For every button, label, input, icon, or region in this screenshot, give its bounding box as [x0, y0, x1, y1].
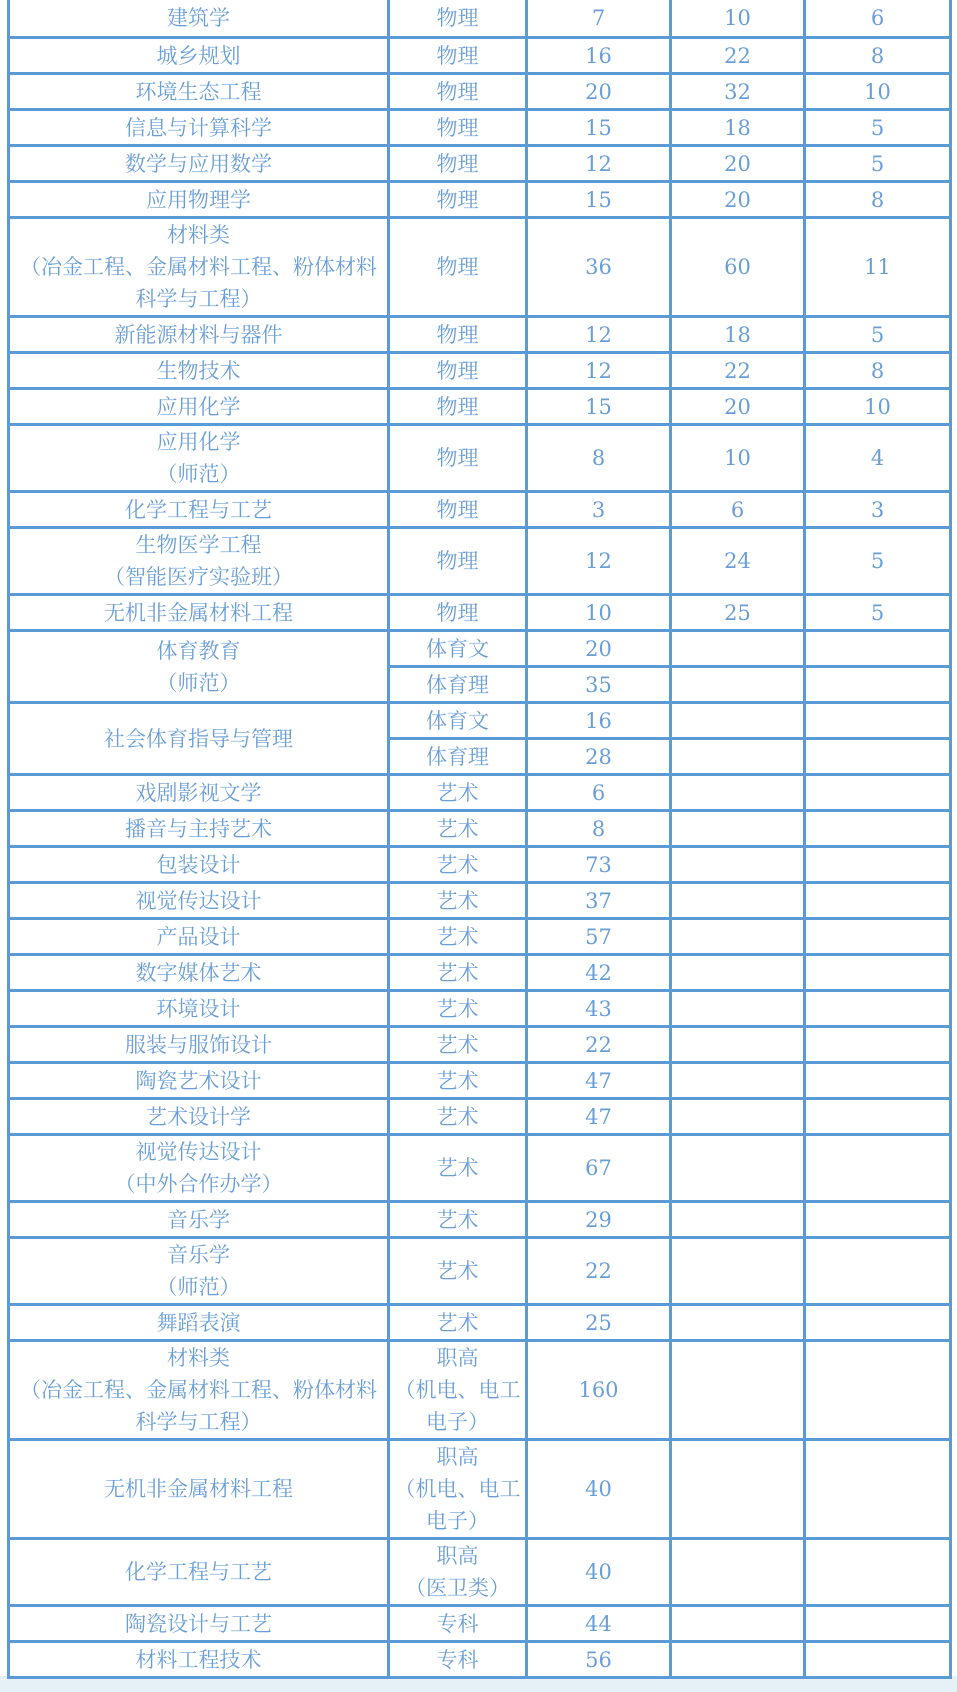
quota-cell: 25	[527, 1305, 671, 1341]
quota-cell: 15	[527, 389, 671, 425]
major-cell: 化学工程与工艺	[9, 492, 389, 528]
table-row	[9, 317, 951, 353]
quota-cell: 40	[527, 1440, 671, 1539]
subject-cell: 职高 （机电、电工电子）	[389, 1341, 527, 1440]
value-cell-c	[805, 667, 951, 703]
table-row	[9, 1202, 951, 1238]
quota-cell: 57	[527, 919, 671, 955]
subject-cell: 体育文	[389, 703, 527, 739]
major-cell: 包装设计	[9, 847, 389, 883]
major-cell: 城乡规划	[9, 38, 389, 74]
major-cell: 陶瓷设计与工艺	[9, 1606, 389, 1642]
major-cell: 服装与服饰设计	[9, 1027, 389, 1063]
table-row	[9, 492, 951, 528]
value-cell-c	[805, 847, 951, 883]
value-cell-c	[805, 955, 951, 991]
subject-cell: 物理	[389, 528, 527, 595]
quota-cell: 37	[527, 883, 671, 919]
major-cell: 艺术设计学	[9, 1099, 389, 1135]
value-cell-b	[671, 775, 805, 811]
table-row	[9, 955, 951, 991]
value-cell-b: 6	[671, 492, 805, 528]
value-cell-c	[805, 1202, 951, 1238]
table-row	[9, 1440, 951, 1539]
value-cell-b: 60	[671, 218, 805, 317]
major-cell: 应用化学 （师范）	[9, 425, 389, 492]
value-cell-b	[671, 1063, 805, 1099]
table-row	[9, 38, 951, 74]
major-cell: 社会体育指导与管理	[9, 703, 389, 775]
major-cell: 视觉传达设计 （中外合作办学）	[9, 1135, 389, 1202]
major-cell: 材料工程技术	[9, 1642, 389, 1678]
value-cell-b	[671, 1606, 805, 1642]
quota-cell: 56	[527, 1642, 671, 1678]
quota-cell: 6	[527, 775, 671, 811]
quota-cell: 16	[527, 38, 671, 74]
major-cell: 信息与计算科学	[9, 110, 389, 146]
subject-cell: 物理	[389, 182, 527, 218]
subject-cell: 职高 （医卫类）	[389, 1539, 527, 1606]
quota-cell: 47	[527, 1099, 671, 1135]
major-cell: 化学工程与工艺	[9, 1539, 389, 1606]
major-cell: 生物医学工程 （智能医疗实验班）	[9, 528, 389, 595]
value-cell-c	[805, 1341, 951, 1440]
value-cell-c: 10	[805, 389, 951, 425]
major-cell: 戏剧影视文学	[9, 775, 389, 811]
value-cell-b: 25	[671, 595, 805, 631]
major-cell: 环境生态工程	[9, 74, 389, 110]
value-cell-b	[671, 1238, 805, 1305]
value-cell-c	[805, 991, 951, 1027]
quota-cell: 35	[527, 667, 671, 703]
value-cell-c: 5	[805, 317, 951, 353]
table-row	[9, 74, 951, 110]
subject-cell: 物理	[389, 425, 527, 492]
table-row	[9, 1238, 951, 1305]
quota-cell: 36	[527, 218, 671, 317]
table-row	[9, 1606, 951, 1642]
major-cell: 建筑学	[9, 0, 389, 38]
value-cell-c: 5	[805, 110, 951, 146]
value-cell-b: 20	[671, 182, 805, 218]
table-row	[9, 1341, 951, 1440]
value-cell-b	[671, 631, 805, 667]
table-row	[9, 775, 951, 811]
subject-cell: 物理	[389, 317, 527, 353]
value-cell-c	[805, 1099, 951, 1135]
value-cell-c: 5	[805, 146, 951, 182]
value-cell-c	[805, 631, 951, 667]
subject-cell: 艺术	[389, 775, 527, 811]
table-row	[9, 595, 951, 631]
subject-cell: 物理	[389, 389, 527, 425]
subject-cell: 物理	[389, 595, 527, 631]
value-cell-c	[805, 919, 951, 955]
table-row	[9, 182, 951, 218]
major-cell: 视觉传达设计	[9, 883, 389, 919]
value-cell-b	[671, 1539, 805, 1606]
value-cell-c	[805, 811, 951, 847]
quota-cell: 15	[527, 182, 671, 218]
value-cell-c: 3	[805, 492, 951, 528]
quota-cell: 12	[527, 146, 671, 182]
value-cell-b: 18	[671, 317, 805, 353]
major-cell: 舞蹈表演	[9, 1305, 389, 1341]
value-cell-b	[671, 1135, 805, 1202]
subject-cell: 艺术	[389, 991, 527, 1027]
quota-cell: 42	[527, 955, 671, 991]
value-cell-c	[805, 739, 951, 775]
major-cell: 音乐学	[9, 1202, 389, 1238]
table-row	[9, 0, 951, 38]
major-cell: 新能源材料与器件	[9, 317, 389, 353]
value-cell-c	[805, 1027, 951, 1063]
subject-cell: 艺术	[389, 1099, 527, 1135]
value-cell-b	[671, 991, 805, 1027]
table-row	[9, 389, 951, 425]
subject-cell: 艺术	[389, 1202, 527, 1238]
enrollment-table	[7, 0, 952, 1679]
value-cell-b	[671, 1202, 805, 1238]
quota-cell: 22	[527, 1238, 671, 1305]
major-cell: 应用物理学	[9, 182, 389, 218]
quota-cell: 3	[527, 492, 671, 528]
value-cell-b	[671, 1440, 805, 1539]
subject-cell: 物理	[389, 353, 527, 389]
value-cell-c: 8	[805, 38, 951, 74]
subject-cell: 物理	[389, 110, 527, 146]
quota-cell: 29	[527, 1202, 671, 1238]
table-body	[9, 0, 951, 1678]
value-cell-b: 22	[671, 38, 805, 74]
quota-cell: 12	[527, 353, 671, 389]
subject-cell: 艺术	[389, 955, 527, 991]
subject-cell: 艺术	[389, 811, 527, 847]
quota-cell: 28	[527, 739, 671, 775]
value-cell-b: 24	[671, 528, 805, 595]
major-cell: 环境设计	[9, 991, 389, 1027]
major-cell: 生物技术	[9, 353, 389, 389]
subject-cell: 物理	[389, 0, 527, 38]
table-row	[9, 1305, 951, 1341]
quota-cell: 10	[527, 595, 671, 631]
value-cell-b	[671, 667, 805, 703]
value-cell-c	[805, 703, 951, 739]
quota-cell: 40	[527, 1539, 671, 1606]
table-row	[9, 847, 951, 883]
quota-cell: 12	[527, 317, 671, 353]
subject-cell: 艺术	[389, 1135, 527, 1202]
value-cell-b: 20	[671, 389, 805, 425]
value-cell-c: 5	[805, 595, 951, 631]
value-cell-b	[671, 1341, 805, 1440]
subject-cell: 物理	[389, 38, 527, 74]
quota-cell: 12	[527, 528, 671, 595]
value-cell-c: 6	[805, 0, 951, 38]
major-cell: 无机非金属材料工程	[9, 595, 389, 631]
value-cell-b: 20	[671, 146, 805, 182]
value-cell-c	[805, 1305, 951, 1341]
value-cell-b: 22	[671, 353, 805, 389]
table-row	[9, 1027, 951, 1063]
quota-cell: 73	[527, 847, 671, 883]
subject-cell: 艺术	[389, 919, 527, 955]
subject-cell: 物理	[389, 492, 527, 528]
table-row	[9, 218, 951, 317]
value-cell-b: 10	[671, 425, 805, 492]
quota-cell: 8	[527, 811, 671, 847]
major-cell: 音乐学 （师范）	[9, 1238, 389, 1305]
quota-cell: 7	[527, 0, 671, 38]
value-cell-c	[805, 1606, 951, 1642]
value-cell-b: 10	[671, 0, 805, 38]
value-cell-b	[671, 1642, 805, 1678]
table-row	[9, 703, 951, 739]
quota-cell: 22	[527, 1027, 671, 1063]
subject-cell: 职高 （机电、电工电子）	[389, 1440, 527, 1539]
subject-cell: 体育文	[389, 631, 527, 667]
table-row	[9, 146, 951, 182]
subject-cell: 艺术	[389, 883, 527, 919]
value-cell-c	[805, 1440, 951, 1539]
table-row	[9, 1099, 951, 1135]
quota-cell: 15	[527, 110, 671, 146]
value-cell-b	[671, 811, 805, 847]
value-cell-c	[805, 775, 951, 811]
value-cell-b	[671, 955, 805, 991]
quota-cell: 160	[527, 1341, 671, 1440]
major-cell: 材料类 （冶金工程、金属材料工程、粉体材料科学与工程）	[9, 218, 389, 317]
subject-cell: 艺术	[389, 1305, 527, 1341]
table-row	[9, 353, 951, 389]
value-cell-b	[671, 703, 805, 739]
value-cell-c: 8	[805, 353, 951, 389]
value-cell-b	[671, 847, 805, 883]
subject-cell: 专科	[389, 1606, 527, 1642]
table-row	[9, 1063, 951, 1099]
value-cell-c	[805, 1238, 951, 1305]
value-cell-c: 11	[805, 218, 951, 317]
value-cell-b	[671, 1305, 805, 1341]
value-cell-b	[671, 919, 805, 955]
subject-cell: 艺术	[389, 1063, 527, 1099]
major-cell: 材料类 （冶金工程、金属材料工程、粉体材料科学与工程）	[9, 1341, 389, 1440]
value-cell-c	[805, 1642, 951, 1678]
quota-cell: 20	[527, 74, 671, 110]
value-cell-c	[805, 1539, 951, 1606]
major-cell: 数学与应用数学	[9, 146, 389, 182]
value-cell-b	[671, 1027, 805, 1063]
quota-cell: 8	[527, 425, 671, 492]
quota-cell: 67	[527, 1135, 671, 1202]
table-row	[9, 919, 951, 955]
subject-cell: 艺术	[389, 1238, 527, 1305]
table-row	[9, 110, 951, 146]
table-row	[9, 811, 951, 847]
major-cell: 体育教育 （师范）	[9, 631, 389, 703]
value-cell-c: 8	[805, 182, 951, 218]
subject-cell: 物理	[389, 218, 527, 317]
major-cell: 播音与主持艺术	[9, 811, 389, 847]
quota-cell: 44	[527, 1606, 671, 1642]
quota-cell: 16	[527, 703, 671, 739]
value-cell-c: 5	[805, 528, 951, 595]
value-cell-b	[671, 883, 805, 919]
subject-cell: 物理	[389, 74, 527, 110]
value-cell-c	[805, 1063, 951, 1099]
subject-cell: 体育理	[389, 739, 527, 775]
quota-cell: 20	[527, 631, 671, 667]
value-cell-b	[671, 1099, 805, 1135]
major-cell: 数字媒体艺术	[9, 955, 389, 991]
table-row	[9, 1642, 951, 1678]
value-cell-b	[671, 739, 805, 775]
value-cell-c	[805, 883, 951, 919]
major-cell: 陶瓷艺术设计	[9, 1063, 389, 1099]
subject-cell: 艺术	[389, 847, 527, 883]
table-row	[9, 883, 951, 919]
table-row	[9, 1539, 951, 1606]
value-cell-c	[805, 1135, 951, 1202]
value-cell-b: 32	[671, 74, 805, 110]
value-cell-c: 4	[805, 425, 951, 492]
table-row	[9, 1135, 951, 1202]
table-row	[9, 991, 951, 1027]
subject-cell: 专科	[389, 1642, 527, 1678]
quota-cell: 43	[527, 991, 671, 1027]
table-row	[9, 631, 951, 667]
major-cell: 无机非金属材料工程	[9, 1440, 389, 1539]
table-row	[9, 425, 951, 492]
value-cell-b: 18	[671, 110, 805, 146]
subject-cell: 艺术	[389, 1027, 527, 1063]
subject-cell: 物理	[389, 146, 527, 182]
value-cell-c: 10	[805, 74, 951, 110]
quota-cell: 47	[527, 1063, 671, 1099]
major-cell: 产品设计	[9, 919, 389, 955]
table-row	[9, 528, 951, 595]
major-cell: 应用化学	[9, 389, 389, 425]
subject-cell: 体育理	[389, 667, 527, 703]
